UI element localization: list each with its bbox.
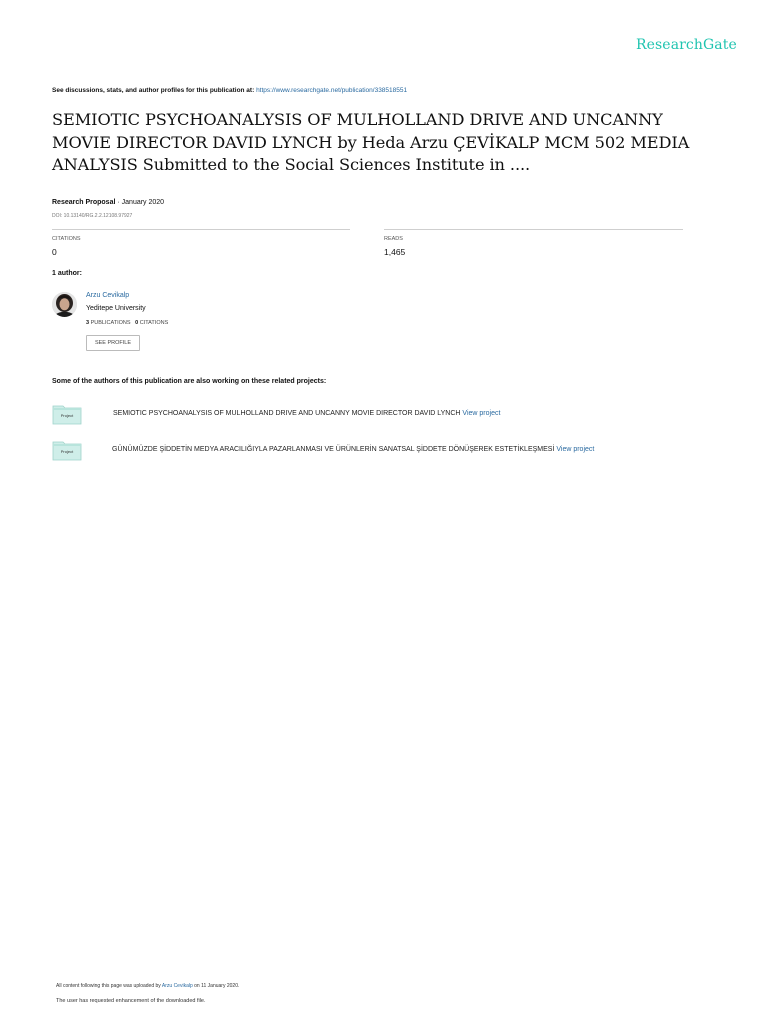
authors-heading: 1 author: xyxy=(52,270,82,277)
view-project-link[interactable]: View project xyxy=(462,410,501,417)
project-title: SEMIOTIC PSYCHOANALYSIS OF MULHOLLAND DRIVE AND UNCANNY MOVIE DIRECTOR DAVID LYNCH xyxy=(113,410,463,417)
stats-divider-right xyxy=(384,229,683,230)
reads-value: 1,465 xyxy=(384,247,406,257)
see-profile-button[interactable]: SEE PROFILE xyxy=(86,335,140,351)
author-stats: 3 PUBLICATIONS 0 CITATIONS xyxy=(86,320,169,326)
enhancement-note: The user has requested enhancement of the downloaded file. xyxy=(56,998,206,1004)
publication-title: SEMIOTIC PSYCHOANALYSIS OF MULHOLLAND DRIVE AND UNCANNY MOVIE DIRECTOR DAVID LYNCH by Heda Arzu ÇEVİKALP MCM 502 MEDIA ANALYSIS Submitted to the Social Sciences Institute in .... xyxy=(52,110,690,174)
view-project-link[interactable]: View project xyxy=(556,446,595,453)
related-projects-heading: Some of the authors of this publication are also working on these related projects: xyxy=(52,378,327,385)
project-row xyxy=(113,410,500,417)
project-row xyxy=(112,446,594,453)
publication-type: Research Proposal xyxy=(52,199,116,206)
citations-value: 0 xyxy=(52,247,57,257)
publication-link[interactable]: https://www.researchgate.net/publication/338518551 xyxy=(256,87,408,94)
discussions-text: See discussions, stats, and author profiles for this publication at: xyxy=(52,87,257,94)
avatar-photo xyxy=(52,292,77,317)
discussions-line xyxy=(52,87,407,94)
author-institution: Yeditepe University xyxy=(86,305,146,312)
upload-note: All content following this page was uploaded by Arzu Cevikalp on 11 January 2020. xyxy=(56,983,240,989)
project-icon-label: Project xyxy=(60,413,74,418)
researchgate-logo[interactable]: ResearchGate xyxy=(636,37,737,53)
publication-meta: Research Proposal · January 2020 xyxy=(52,199,165,206)
project-folder-icon[interactable] xyxy=(52,403,82,425)
publication-date: January 2020 xyxy=(121,199,165,206)
author-avatar[interactable] xyxy=(52,292,77,317)
citations-label: CITATIONS xyxy=(52,236,81,242)
author-name-link[interactable]: Arzu Cevikalp xyxy=(86,292,130,299)
uploader-link[interactable]: Arzu Cevikalp xyxy=(161,983,193,989)
project-icon-label: Project xyxy=(60,449,74,454)
reads-label: READS xyxy=(384,236,403,242)
project-folder-icon[interactable] xyxy=(52,439,82,461)
publication-doi: DOI: 10.13140/RG.2.2.12108.97927 xyxy=(52,213,133,219)
project-title: GÜNÜMÜZDE ŞİDDETİN MEDYA ARACILIĞIYLA PAZARLANMASI VE ÜRÜNLERİN SANATSAL ŞİDDETE DÖNÜŞEREK ESTETİKLEŞMESİ xyxy=(112,446,557,453)
stats-divider-left xyxy=(52,229,350,230)
